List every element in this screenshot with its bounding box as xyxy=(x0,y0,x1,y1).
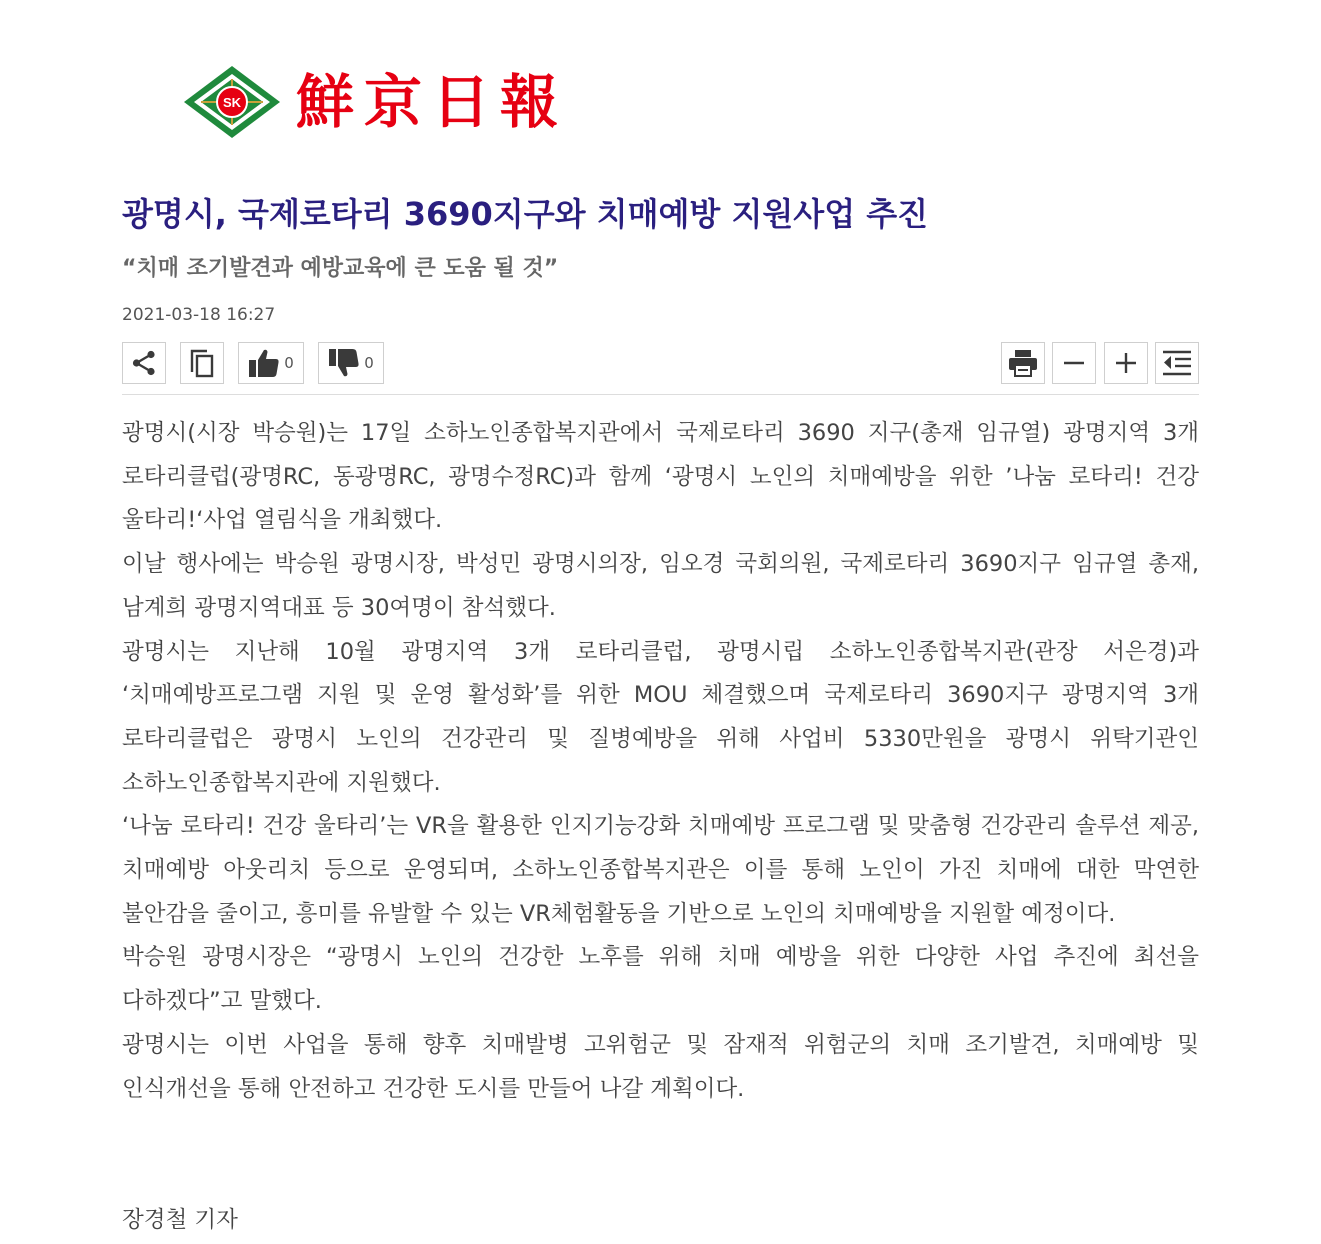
thumbs-up-icon xyxy=(248,348,280,378)
article-paragraph: 광명시는 지난해 10월 광명지역 3개 로타리클럽, 광명시립 소하노인종합복지관(관장 서은경)과 ‘치매예방프로그램 지원 및 운영 활성화’를 위한 MOU 체결했으며 국제로타리 3690지구 광명지역 3개 로타리클럽은 광명시 노인의 건강관리 및 질병예방을 위해 사업비 5330만원을 광명시 위탁기관인 소하노인종합복지관에 지원했다. xyxy=(122,638,1199,796)
article-paragraph: 이날 행사에는 박승원 광명시장, 박성민 광명시의장, 임오경 국회의원, 국제로타리 3690지구 임규열 총재, 남계희 광명지역대표 등 30여명이 참석했다. xyxy=(122,551,1199,621)
text-indent-button[interactable] xyxy=(1155,342,1199,384)
masthead[interactable] xyxy=(180,62,568,142)
logo-diamond-icon xyxy=(180,62,284,142)
logo-text: 鮮京日報 xyxy=(296,68,569,136)
logo-badge-text: SK xyxy=(222,95,242,110)
article-body xyxy=(122,412,1199,1111)
share-icon xyxy=(130,349,158,377)
article-page xyxy=(122,0,1199,1244)
article-paragraph: 광명시는 이번 사업을 통해 향후 치매발병 고위험군 및 잠재적 위험군의 치매 조기발견, 치매예방 및 인식개선을 통해 안전하고 건강한 도시를 만들어 나갈 계획이다. xyxy=(122,1031,1199,1102)
font-increase-button[interactable] xyxy=(1104,342,1148,384)
dislike-button[interactable] xyxy=(318,342,384,384)
thumbs-down-icon xyxy=(328,348,360,378)
article-datetime: 2021-03-18 16:27 xyxy=(122,305,276,325)
article-paragraph: 광명시(시장 박승원)는 17일 소하노인종합복지관에서 국제로타리 3690 지구(총재 임규열) 광명지역 3개 로타리클럽(광명RC, 동광명RC, 광명수정RC)과 함께 ‘광명시 노인의 치매예방을 위한 ’나눔 로타리! 건강 울타리!‘사업 열림식을 개최했다. xyxy=(122,420,1199,534)
share-button[interactable] xyxy=(122,342,166,384)
like-button[interactable] xyxy=(238,342,304,384)
font-decrease-button[interactable] xyxy=(1052,342,1096,384)
outdent-icon xyxy=(1162,349,1192,377)
dislike-count: 0 xyxy=(364,354,374,372)
copy-url-button[interactable] xyxy=(180,342,224,384)
like-count: 0 xyxy=(284,354,294,372)
article-paragraph: 박승원 광명시장은 “광명시 노인의 건강한 노후를 위해 치매 예방을 위한 다양한 사업 추진에 최선을 다하겠다”고 말했다. xyxy=(122,944,1199,1015)
print-icon xyxy=(1008,349,1038,377)
article-title: 광명시, 국제로타리 3690지구와 치매예방 지원사업 추진 xyxy=(122,195,929,233)
article-paragraph: ‘나눔 로타리! 건강 울타리’는 VR을 활용한 인지기능강화 치매예방 프로그램 및 맞춤형 건강관리 솔루션 제공, 치매예방 아웃리치 등으로 운영되며, 소하노인종합복지관은 이를 통해 노인이 가진 치매에 대한 막연한 불안감을 줄이고, 흥미를 유발할 수 있는 VR체험활동을 기반으로 노인의 치매예방을 지원할 예정이다. xyxy=(122,813,1199,927)
article-toolbar xyxy=(122,342,1199,386)
copy-icon xyxy=(189,348,215,378)
toolbar-divider xyxy=(122,394,1199,395)
print-button[interactable] xyxy=(1001,342,1045,384)
article-byline: 장경철 기자 xyxy=(122,1207,238,1233)
minus-icon xyxy=(1062,351,1086,375)
article-subtitle: “치매 조기발견과 예방교육에 큰 도움 될 것” xyxy=(122,256,559,281)
plus-icon xyxy=(1114,351,1138,375)
